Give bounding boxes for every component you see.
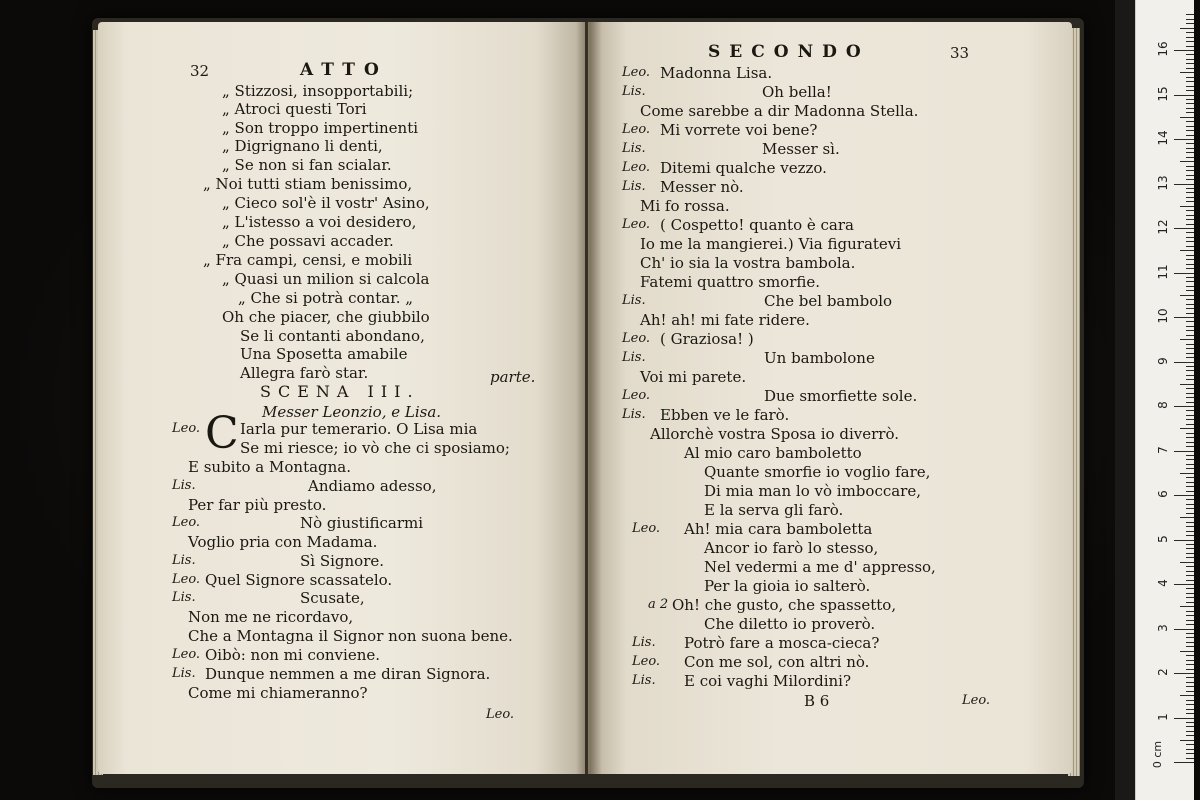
ruler-number: 11 [1156,263,1170,280]
ruler-tick [1186,175,1194,176]
ruler-tick [1186,388,1194,389]
verse-line: „ Che possavi accader. [222,232,394,250]
ruler-tick [1174,629,1194,630]
ruler-tick [1180,295,1194,296]
ruler-tick [1186,624,1194,625]
ruler-tick [1186,237,1194,238]
speaker-label: Lis. [622,141,646,156]
ruler-tick [1186,753,1194,754]
speaker-label: Leo. [622,217,651,232]
ruler-tick [1174,184,1194,185]
verse-line: „ Fra campi, censi, e mobili [203,251,413,269]
left-running-head: ATTO [300,60,388,80]
ruler-tick [1186,32,1194,33]
verse-line: „ L'istesso a voi desidero, [222,213,417,231]
ruler-tick [1186,152,1194,153]
ruler-tick [1186,308,1194,309]
ruler-number: 15 [1156,85,1170,102]
ruler-tick [1186,241,1194,242]
ruler-tick [1186,375,1194,376]
ruler-tick [1180,28,1194,29]
ruler-tick [1186,682,1194,683]
ruler-tick [1186,344,1194,345]
ruler-tick [1174,718,1194,719]
ruler-tick [1186,588,1194,589]
ruler-tick [1186,544,1194,545]
ruler-tick [1186,646,1194,647]
ruler-tick [1186,166,1194,167]
ruler-tick [1186,264,1194,265]
ruler-number: 8 [1156,401,1170,409]
ruler-number: 7 [1156,445,1170,454]
dark-board [1115,0,1135,800]
ruler-tick [1174,451,1194,452]
ruler-tick [1186,197,1194,198]
ruler-tick [1180,740,1194,741]
dialogue-line: Un bambolone [764,349,875,367]
speaker-label: Leo. [632,521,661,536]
ruler-tick [1186,566,1194,567]
verse-line: „ Son troppo impertinenti [222,119,419,137]
ruler-tick [1186,108,1194,109]
ruler-number: 16 [1156,41,1170,57]
speaker-label: Lis. [622,407,646,422]
dialogue-line: Oh! che gusto, che spassetto, [672,596,897,614]
dialogue-line: E coi vaghi Milordini? [684,672,852,690]
speaker-label: Lis. [622,293,646,308]
ruler-tick [1186,246,1194,247]
catchword: Leo. [486,707,515,722]
dialogue-line: Io me la mangierei.) Via figuratevi [640,235,902,253]
dialogue-line: Di mia man lo vò imboccare, [704,482,922,500]
ruler-tick [1186,758,1194,759]
ruler-tick [1186,157,1194,158]
ruler-number: 5 [1156,534,1170,543]
verse-line: „ Atroci questi Tori [222,100,367,118]
ruler-tick [1186,410,1194,411]
verse-line: „ Digrignano li denti, [222,137,383,155]
dialogue-line: Con me sol, con altri nò. [684,653,870,671]
ruler-tick [1186,353,1194,354]
dialogue-line: ( Graziosa! ) [660,330,754,348]
ruler-tick [1186,304,1194,305]
ruler-tick [1186,526,1194,527]
scene-characters: Messer Leonzio, e Lisa. [262,403,442,421]
ruler-tick [1186,393,1194,394]
ruler-tick [1186,508,1194,509]
ruler-tick [1186,499,1194,500]
dialogue-line: Se mi riesce; io vò che ci sposiamo; [240,439,510,457]
dialogue-line: Oh bella! [762,83,832,101]
ruler-tick [1186,722,1194,723]
speaker-label: Leo. [622,65,651,80]
ruler-tick [1186,126,1194,127]
ruler-tick [1186,726,1194,727]
ruler-tick [1186,219,1194,220]
right-running-head: SECONDO [708,42,870,62]
dialogue-line: Allorchè vostra Sposa io diverrò. [650,425,899,443]
ruler-tick [1180,562,1194,563]
dialogue-line: Voi mi parete. [640,368,747,386]
ruler-tick [1186,660,1194,661]
dialogue-line: Ch' io sia la vostra bambola. [640,254,856,272]
ruler-tick [1186,90,1194,91]
speaker-label: Leo. [172,572,201,587]
verse-line: „ Cieco sol'è il vostr' Asino, [222,194,430,212]
ruler-tick [1186,442,1194,443]
dialogue-line: Mi vorrete voi bene? [660,121,818,139]
ruler-tick [1174,273,1194,274]
ruler-tick [1186,14,1194,15]
dialogue-line: Che a Montagna il Signor non suona bene. [188,627,513,645]
dialogue-line: ( Cospetto! quanto è cara [660,216,854,234]
ruler-tick [1180,517,1194,518]
dialogue-line: Mi fo rossa. [640,197,730,215]
ruler-tick [1186,281,1194,282]
ruler-number: 6 [1156,490,1170,498]
ruler-tick [1174,362,1194,363]
ruler-tick [1186,709,1194,710]
verse-line: „ Quasi un milion si calcola [222,270,430,288]
ruler-tick [1186,23,1194,24]
ruler-tick [1186,326,1194,327]
ruler-tick [1186,491,1194,492]
ruler-tick [1186,433,1194,434]
ruler-tick [1186,143,1194,144]
ruler-tick [1186,121,1194,122]
ruler-tick [1186,37,1194,38]
speaker-label: Lis. [172,478,196,493]
dialogue-line: E la serva gli farò. [704,501,844,519]
ruler-tick [1186,700,1194,701]
ruler-tick [1186,513,1194,514]
left-page-number: 32 [190,62,210,80]
dialogue-line: Iarla pur temerario. O Lisa mia [240,420,478,438]
dialogue-line: Sì Signore. [300,552,385,570]
dialogue-line: Quante smorfie io voglio fare, [704,463,931,481]
ruler-number: 2 [1156,668,1170,676]
verse-line: „ Se non si fan scialar. [222,156,392,174]
ruler-tick [1186,615,1194,616]
ruler-tick [1186,313,1194,314]
speaker-label: Lis. [172,553,196,568]
dialogue-line: Per la gioia io salterò. [704,577,871,595]
ruler-tick [1186,290,1194,291]
dialogue-line: Potrò fare a mosca-cieca? [684,634,880,652]
ruler-number: 4 [1156,579,1170,587]
ruler-tick [1186,215,1194,216]
ruler-tick [1174,139,1194,140]
ruler-tick [1186,459,1194,460]
ruler-tick [1186,704,1194,705]
ruler-tick [1186,504,1194,505]
ruler-tick [1186,188,1194,189]
ruler-number: 14 [1156,130,1170,146]
ruler-number: 10 [1156,308,1170,324]
ruler-tick [1174,762,1194,763]
speaker-label: Lis. [172,666,196,681]
ruler-number: 3 [1156,623,1170,632]
ruler-tick [1186,713,1194,714]
dialogue-line: Due smorfiette sole. [764,387,918,405]
right-page-number: 33 [950,44,970,62]
ruler-tick [1174,540,1194,541]
dialogue-line: Ancor io farò lo stesso, [704,539,879,557]
verse-line: Oh che piacer, che giubbilo [222,308,430,326]
ruler-tick [1186,68,1194,69]
speaker-label: Leo. [622,331,651,346]
ruler-tick [1186,602,1194,603]
ruler-tick [1186,557,1194,558]
ruler-tick [1186,486,1194,487]
dialogue-line: Ah! mia cara bamboletta [684,520,873,538]
ruler-tick [1186,677,1194,678]
ruler-tick [1186,59,1194,60]
ruler-number: 12 [1156,219,1170,235]
ruler-tick [1186,548,1194,549]
ruler-tick [1186,63,1194,64]
ruler-tick [1186,86,1194,87]
ruler-tick [1186,731,1194,732]
ruler-tick [1186,46,1194,47]
ruler-tick [1180,651,1194,652]
ruler-tick [1186,637,1194,638]
ruler-tick [1186,468,1194,469]
ruler-tick [1186,749,1194,750]
ruler-tick [1186,77,1194,78]
ruler-tick [1186,664,1194,665]
speaker-label: Leo. [172,515,201,530]
ruler-tick [1180,695,1194,696]
ruler-tick [1186,437,1194,438]
ruler-tick [1186,135,1194,136]
dialogue-line: Che bel bambolo [764,292,893,310]
ruler-tick [1180,72,1194,73]
ruler-tick [1186,41,1194,42]
ruler-tick [1186,321,1194,322]
ruler-tick [1180,161,1194,162]
ruler-tick [1186,620,1194,621]
ruler-tick [1186,580,1194,581]
speaker-label: Leo. [632,654,661,669]
dialogue-line: Che diletto io proverò. [704,615,876,633]
ruler-tick [1186,691,1194,692]
ruler-tick [1180,473,1194,474]
ruler-tick [1186,99,1194,100]
ruler-tick [1174,673,1194,674]
dialogue-line: Nel vedermi a me d' appresso, [704,558,936,576]
ruler-tick [1186,330,1194,331]
ruler-tick [1174,228,1194,229]
ruler-tick [1186,419,1194,420]
dialogue-line: Ditemi qualche vezzo. [660,159,827,177]
ruler-tick [1180,606,1194,607]
ruler-tick [1186,81,1194,82]
ruler-tick [1186,571,1194,572]
measuring-ruler [1135,0,1194,800]
verse-line: „ Stizzosi, insopportabili; [222,82,414,100]
ruler-tick [1186,397,1194,398]
dialogue-line: Madonna Lisa. [660,64,773,82]
speaker-label: Lis. [172,590,196,605]
ruler-tick [1186,415,1194,416]
ruler-tick [1186,179,1194,180]
ruler-tick [1186,357,1194,358]
dialogue-line: Ah! ah! mi fate ridere. [640,311,810,329]
dialogue-line: Scusate, [300,589,365,607]
ruler-tick [1186,642,1194,643]
speaker-label: Leo. [172,421,201,436]
speaker-label: Leo. [622,160,651,175]
ruler-tick [1174,406,1194,407]
ruler-number: 9 [1156,356,1170,365]
speaker-label: Leo. [622,122,651,137]
ruler-tick [1186,744,1194,745]
speaker-label: Leo. [622,388,651,403]
speaker-label: Lis. [632,673,656,688]
ruler-tick [1174,495,1194,496]
ruler-tick [1186,268,1194,269]
ruler-tick [1186,286,1194,287]
dialogue-line: Ebben ve le farò. [660,406,790,424]
ruler-tick [1186,446,1194,447]
ruler-tick [1186,335,1194,336]
signature-mark: B 6 [804,692,830,710]
ruler-tick [1186,192,1194,193]
ruler-tick [1180,339,1194,340]
ruler-tick [1186,255,1194,256]
dialogue-line: Come mi chiameranno? [188,684,368,702]
speaker-label: Lis. [622,84,646,99]
ruler-number: 13 [1156,174,1170,191]
ruler-tick [1186,348,1194,349]
dialogue-line: Dunque nemmen a me diran Signora. [205,665,491,683]
ruler-tick [1186,597,1194,598]
ruler-tick [1186,686,1194,687]
ruler-tick [1186,402,1194,403]
speaker-label: Lis. [622,350,646,365]
ruler-tick [1186,633,1194,634]
ruler-tick [1186,277,1194,278]
dialogue-line: Andiamo adesso, [308,477,437,495]
ruler-tick [1186,379,1194,380]
ruler-tick [1180,206,1194,207]
ruler-tick [1186,522,1194,523]
ruler-tick [1186,735,1194,736]
ruler-tick [1180,384,1194,385]
ruler-tick [1186,482,1194,483]
ruler-tick [1186,19,1194,20]
ruler-tick [1186,575,1194,576]
ruler-tick [1186,553,1194,554]
scene-title: SCENA III. [260,382,420,401]
dialogue-line: Quel Signore scassatelo. [205,571,393,589]
dialogue-line: Al mio caro bamboletto [684,444,862,462]
ruler-tick [1180,117,1194,118]
catchword: Leo. [962,693,991,708]
speaker-label: Lis. [622,179,646,194]
drop-cap: C [205,408,239,459]
dialogue-line: Fatemi quattro smorfie. [640,273,821,291]
ruler-number: 1 [1156,712,1170,721]
ruler-tick [1186,531,1194,532]
dialogue-line: E subito a Montagna. [188,458,352,476]
ruler-tick [1174,584,1194,585]
verse-line: Allegra farò star. [240,364,369,382]
ruler-unit-label: 0 cm [1151,740,1165,769]
dialogue-line: Oibò: non mi conviene. [205,646,381,664]
dialogue-line: Voglio pria con Madama. [188,533,378,551]
ruler-tick [1186,611,1194,612]
ruler-tick [1186,210,1194,211]
ruler-tick [1186,201,1194,202]
ruler-tick [1186,535,1194,536]
ruler-tick [1186,148,1194,149]
verse-line: „ Che si potrà contar. „ [238,289,414,307]
ruler-tick [1186,130,1194,131]
speaker-label: Leo. [172,647,201,662]
ruler-tick [1180,250,1194,251]
ruler-tick [1186,299,1194,300]
stage-direction: parte. [490,368,536,386]
ruler-tick [1180,428,1194,429]
ruler-tick [1186,655,1194,656]
speaker-label: a 2 [648,597,669,612]
ruler-tick [1174,317,1194,318]
ruler-tick [1174,50,1194,51]
dialogue-line: Per far più presto. [188,496,327,514]
verse-line: Una Sposetta amabile [240,345,408,363]
ruler-tick [1186,464,1194,465]
ruler-tick [1186,477,1194,478]
dialogue-line: Come sarebbe a dir Madonna Stella. [640,102,919,120]
ruler-tick [1186,593,1194,594]
book-gutter [576,22,602,774]
speaker-label: Lis. [632,635,656,650]
dialogue-line: Nò giustificarmi [300,514,424,532]
dialogue-line: Messer nò. [660,178,744,196]
ruler-tick [1186,103,1194,104]
ruler-tick [1186,259,1194,260]
ruler-tick [1186,170,1194,171]
ruler-tick [1186,224,1194,225]
ruler-tick [1186,232,1194,233]
ruler-tick [1186,370,1194,371]
verse-line: Se li contanti abondano, [240,327,425,345]
ruler-tick [1186,424,1194,425]
verse-line: „ Noi tutti stiam benissimo, [203,175,413,193]
ruler-tick [1186,112,1194,113]
ruler-tick [1186,669,1194,670]
dialogue-line: Non me ne ricordavo, [188,608,354,626]
ruler-tick [1186,455,1194,456]
dialogue-line: Messer sì. [762,140,840,158]
ruler-tick [1186,366,1194,367]
ruler-tick [1174,95,1194,96]
ruler-tick [1186,54,1194,55]
